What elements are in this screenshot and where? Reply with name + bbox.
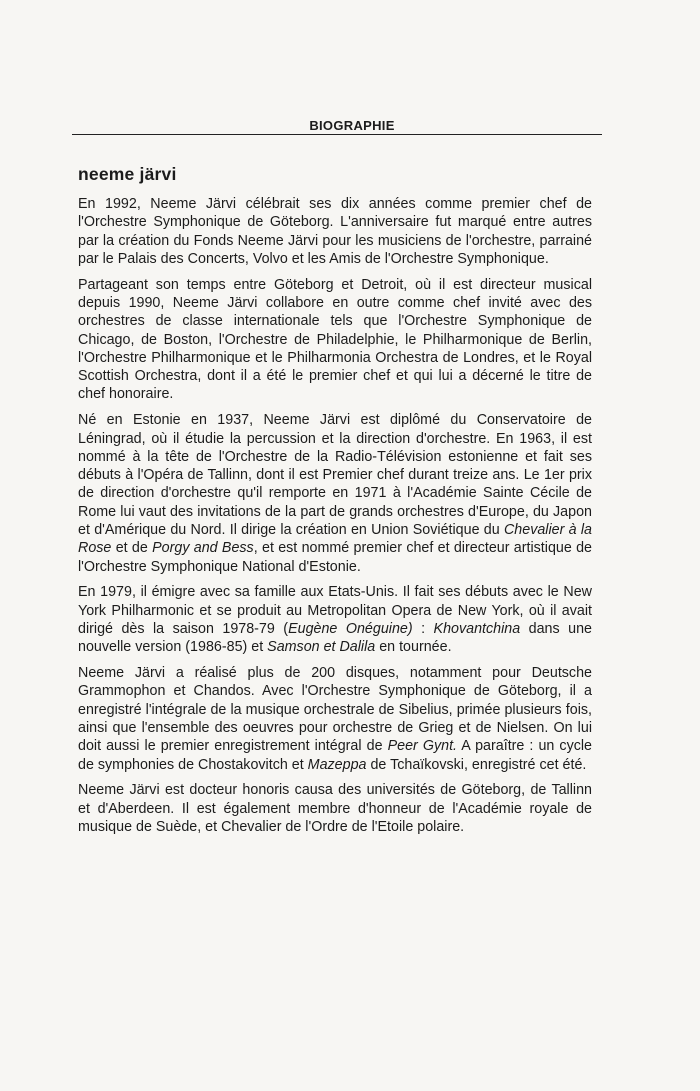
text-run: , et est nommé premier chef et directeur artistique de l'Orchestre Symphonique National d'Estonie. [78,540,592,575]
italic-title: Peer Gynt. [387,738,458,755]
italic-title: Mazeppa [307,756,367,773]
biography-paragraph [78,583,592,656]
biography-paragraph [78,781,592,836]
text-run: Né en Estonie en 1937, Neeme Järvi est diplômé du Conservatoire de Léningrad, où il étudie la percussion et la direction d'orchestre. En 1963, il est nommé à la tête de l'Orchestre de la Radio-Télévision estonienne et fait ses débuts à l'Opéra de Tallinn, dont il est Premier chef durant treize ans. Le 1er prix de direction d'orchestre qu'il remporte en 1971 à l'Académie Sainte Cécile de Rome lui vaut des invitations de la part de grands orchestres d'Europe, du Japon et d'Amérique du Nord. Il dirige la création en Union Soviétique du [78,412,592,539]
text-run: en tournée. [375,639,452,656]
text-run: Neeme Järvi a réalisé plus de 200 disques, notamment pour Deutsche Grammophon et Chandos. Avec l'Orchestre Symphonique de Göteborg, il a enregistré l'intégrale de la musique orchestrale de Sibelius, primée plusieurs fois, ainsi que l'ensemble des oeuvres pour orchestre de Grieg et de Nielsen. On lui doit aussi le premier enregistrement intégral de [78,665,592,755]
text-run: En 1979, il émigre avec sa famille aux Etats-Unis. Il fait ses débuts avec le New York Philharmonic et se produit au Metropolitan Opera de New York, où il avait dirigé dès la saison 1978-79 ( [78,584,592,638]
text-run: Partageant son temps entre Göteborg et Detroit, où il est directeur musical depuis 1990, Neeme Järvi collabore en outre comme chef invité avec des orchestres de classe internationale tels que l'Orchestre Symphonique de Chicago, de Boston, l'Orchestre de Philadelphie, le Philharmonique de Berlin, l'Orchestre Philharmonique et le Philharmonia Orchestra de Londres, et le Royal Scottish Orchestra, dont il a été le premier chef et qui lui a décerné le titre de chef honoraire. [78,276,592,403]
italic-title: Porgy and Bess [152,540,254,557]
text-run: Neeme Järvi est docteur honoris causa des universités de Göteborg, de Tallinn et d'Aberdeen. Il est également membre d'honneur de l'Académie royale de musique de Suède, et Chevalier de l'Ordre de l'Etoile polaire. [78,782,592,835]
text-run: En 1992, Neeme Järvi célébrait ses dix années comme premier chef de l'Orchestre Symphonique de Göteborg. L'anniversaire fut marqué entre autres par la création du Fonds Neeme Järvi pour les musiciens de l'orchestre, parrainé par le Palais des Concerts, Volvo et les Amis de l'Orchestre Symphonique. [78,196,592,267]
biography-paragraph [78,195,592,268]
section-header: BIOGRAPHIE [309,118,395,133]
text-run: : [412,621,434,638]
page-title: neeme järvi [78,164,177,184]
text-run: et de [111,540,153,557]
biography-body [78,195,592,844]
text-run: de Tchaïkovski, enregistré cet été. [366,756,587,773]
text-run: A paraître : un cycle de symphonies de Chostakovitch et [78,738,593,773]
header-rule [72,134,602,135]
italic-title: Eugène Onéguine) [288,621,413,638]
italic-title: Khovantchina [433,621,521,638]
text-run: dans une nouvelle version (1986-85) et [78,621,592,656]
italic-title: Chevalier à la Rose [78,522,592,557]
biography-paragraph [78,276,592,404]
biography-paragraph [78,664,592,774]
biography-paragraph [78,411,592,576]
italic-title: Samson et Dalila [267,639,376,656]
